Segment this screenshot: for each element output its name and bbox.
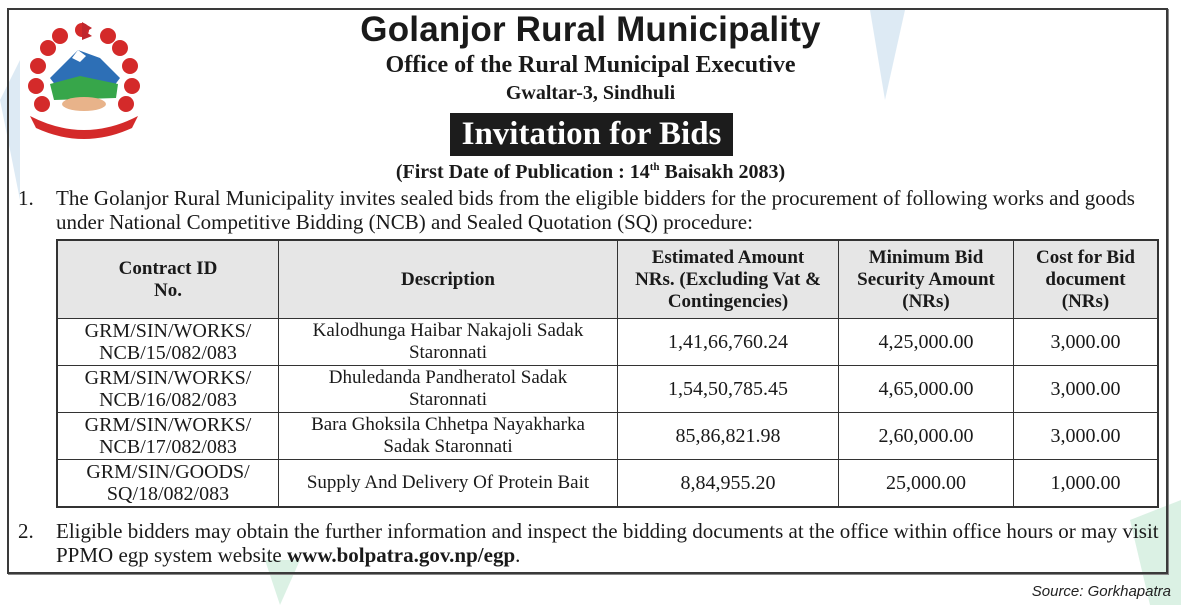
paragraph-2 [18, 519, 1163, 567]
paragraph-number: 1. [18, 186, 34, 210]
cell-bid-security: 4,65,000.00 [839, 366, 1014, 413]
table-row [57, 413, 1158, 460]
table-row [57, 319, 1158, 366]
cell-contract-id: GRM/SIN/WORKS/ NCB/17/082/083 [57, 413, 279, 460]
office-subtitle: Office of the Rural Municipal Executive [385, 52, 796, 78]
cell-estimated-amount: 1,54,50,785.45 [618, 366, 839, 413]
cell-doc-cost: 1,000.00 [1014, 460, 1159, 508]
cell-doc-cost: 3,000.00 [1014, 319, 1159, 366]
cell-estimated-amount: 85,86,821.98 [618, 413, 839, 460]
header-bid-security: Minimum Bid Security Amount (NRs) [839, 240, 1014, 319]
header-description: Description [279, 240, 618, 319]
table-row [57, 366, 1158, 413]
office-address: Gwaltar-3, Sindhuli [505, 82, 676, 104]
paragraph-number: 2. [18, 519, 34, 543]
table-header-row [57, 240, 1158, 319]
header-contract-id: Contract ID No. [57, 240, 279, 319]
cell-bid-security: 4,25,000.00 [839, 319, 1014, 366]
cell-bid-security: 25,000.00 [839, 460, 1014, 508]
header-doc-cost: Cost for Bid document (NRs) [1014, 240, 1159, 319]
notice-title-banner: Invitation for Bids [450, 113, 734, 156]
cell-contract-id: GRM/SIN/WORKS/ NCB/15/082/083 [57, 319, 279, 366]
paragraph-1 [18, 186, 1163, 234]
publication-date: (First Date of Publication : 14th Baisakh 2083) [395, 161, 786, 183]
cell-doc-cost: 3,000.00 [1014, 366, 1159, 413]
table-row [57, 460, 1158, 508]
header-estimated-amount: Estimated Amount NRs. (Excluding Vat & Contingencies) [618, 240, 839, 319]
source-credit: Source: Gorkhapatra [1031, 583, 1171, 600]
cell-estimated-amount: 1,41,66,760.24 [618, 319, 839, 366]
cell-doc-cost: 3,000.00 [1014, 413, 1159, 460]
cell-description: Bara Ghoksila Chhetpa Nayakharka Sadak Staronnati [279, 413, 618, 460]
cell-estimated-amount: 8,84,955.20 [618, 460, 839, 508]
egp-website-link[interactable]: www.bolpatra.gov.np/egp [287, 543, 516, 567]
bids-table [56, 239, 1159, 508]
cell-contract-id: GRM/SIN/GOODS/ SQ/18/082/083 [57, 460, 279, 508]
cell-bid-security: 2,60,000.00 [839, 413, 1014, 460]
cell-description: Kalodhunga Haibar Nakajoli Sadak Staronnati [279, 319, 618, 366]
paragraph-text: The Golanjor Rural Municipality invites sealed bids from the eligible bidders for the procurement of following works and goods under National Competitive Bidding (NCB) and Sealed Quotation (SQ) procedure: [56, 186, 1135, 234]
cell-contract-id: GRM/SIN/WORKS/ NCB/16/082/083 [57, 366, 279, 413]
paragraph-text: Eligible bidders may obtain the further information and inspect the bidding documents at the office within office hours or may visit PPMO egp system website www.bolpatra.gov.np/egp. [56, 519, 1159, 567]
cell-description: Supply And Delivery Of Protein Bait [279, 460, 618, 508]
cell-description: Dhuledanda Pandheratol Sadak Staronnati [279, 366, 618, 413]
municipality-title: Golanjor Rural Municipality [360, 10, 821, 49]
